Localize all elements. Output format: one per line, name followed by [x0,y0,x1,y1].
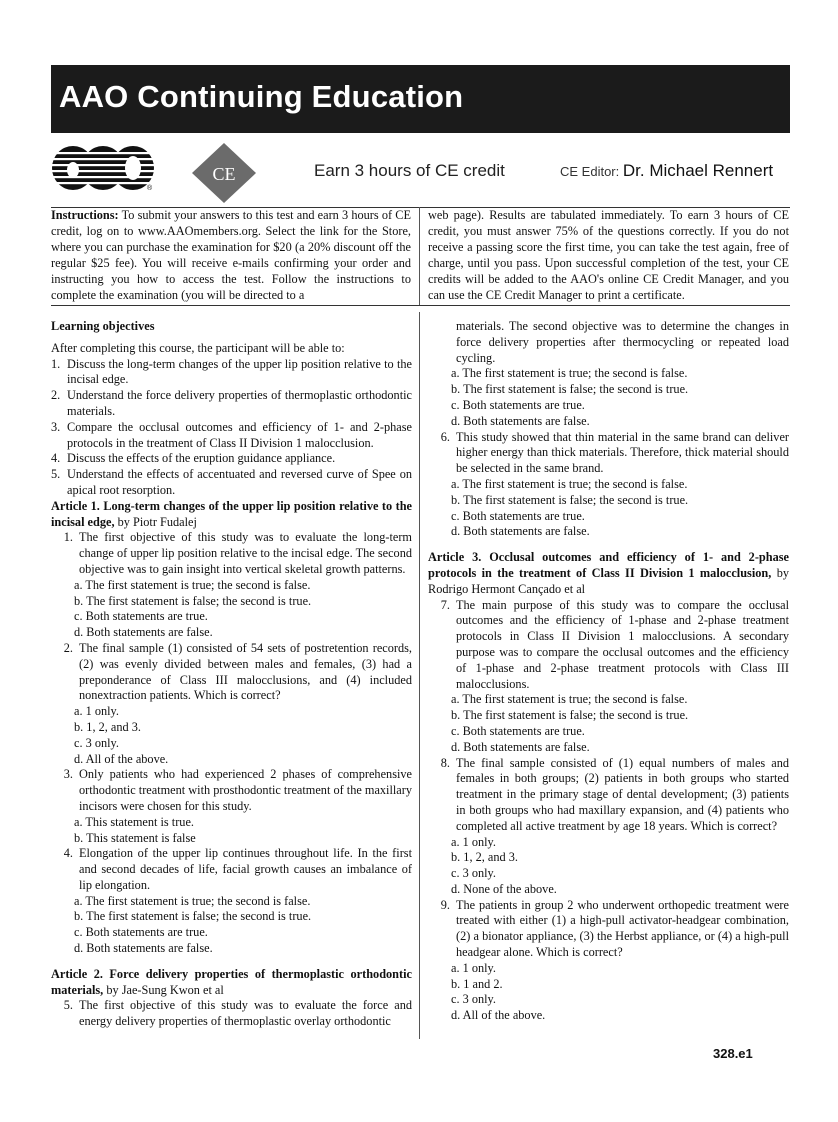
spacer [428,540,789,550]
article-1-title: Article 1. Long-term changes of the upper lip position relative to the incisal edge, [51,498,412,529]
answer-option[interactable]: d. All of the above. [451,1008,546,1023]
column-divider-body [419,312,420,1039]
question-9 [428,898,789,961]
question-text: The patients in group 2 who underwent orthopedic treatment were treated with either (1) a high-pull activator-headgear combination, (2) a bionator appliance, (3) the Herbst appliance, or (4) a high-pull headgear alone. Which is correct? [456,897,789,960]
answer-option[interactable]: c. Both statements are true. [74,609,208,624]
answer-option[interactable]: b. This statement is false [74,830,196,845]
objective-text: Discuss the long-term changes of the upper lip position relative to the incisal edge. [67,356,412,387]
objective-number: 1. [51,356,61,371]
question-number: 1. [63,530,73,545]
question-4 [51,846,412,893]
article-1-heading [51,499,412,531]
objective-item [51,451,412,467]
question-5 [51,998,412,1030]
instructions-left-text: To submit your answers to this test and earn 3 hours of CE credit, log on to www.AAOmembers.org. Select the link for the Store, where you can purchase the examination for $20 (a 20% discount off the regular $25 fee). You will receive e-mails confirming your order and instructing you how to access the test. Follow the instructions to complete the examination (you will be directed to a [51,208,411,302]
objective-text: Compare the occlusal outcomes and efficiency of 1- and 2-phase protocols in the treatment of Class II Division 1 malocclusion. [67,419,412,450]
answer-option[interactable]: d. All of the above. [74,751,169,766]
answer-option[interactable]: a. 1 only. [74,704,119,719]
answer-option[interactable]: d. Both statements are false. [451,524,590,539]
question-8 [428,756,789,835]
article-2-title: Article 2. Force delivery properties of thermoplastic orthodontic materials, [51,966,412,997]
answer-option[interactable]: a. The first statement is true; the second is false. [74,893,311,908]
question-number: 6. [440,429,450,444]
question-number: 3. [63,767,73,782]
question-text: Only patients who had experienced 2 phases of comprehensive orthodontic treatment with prosthodontic treatment of the maxillary incisors were chosen for this study. [79,767,412,813]
page-title: AAO Continuing Education [59,79,464,114]
objective-number: 5. [51,467,61,482]
article-2-heading [51,967,412,999]
header-banner [51,65,790,133]
answer-option[interactable]: c. Both statements are true. [451,397,585,412]
answer-option[interactable]: b. 1, 2, and 3. [451,850,518,865]
ce-logo-text: CE [212,164,236,184]
article-3-heading [428,550,789,597]
answer-option[interactable]: a. The first statement is true; the second is false. [451,476,688,491]
objective-item [51,388,412,420]
objective-text: Discuss the effects of the eruption guidance appliance. [67,451,336,466]
answer-option[interactable]: a. 1 only. [451,960,496,975]
question-number: 9. [440,897,450,912]
answer-option[interactable]: b. The first statement is false; the second is true. [451,382,689,397]
answer-option[interactable]: b. 1, 2, and 3. [74,719,141,734]
question-5-continued [428,319,789,366]
ce-logo [190,141,258,205]
column-divider-instructions [419,207,420,305]
question-number: 5. [63,998,73,1013]
divider-bottom [51,305,790,306]
objectives-heading: Learning objectives [51,319,155,333]
objective-item [51,420,412,452]
objective-text: Understand the effects of accentuated and reversed curve of Spee on apical root resorption. [67,467,412,497]
editor-name: Dr. Michael Rennert [622,161,774,180]
question-2 [51,641,412,704]
answer-option[interactable]: d. Both statements are false. [74,625,213,640]
objective-text: Understand the force delivery properties of thermoplastic orthodontic materials. [67,388,412,418]
objectives-intro: After completing this course, the participant will be able to: [51,340,345,355]
right-column [428,319,789,1024]
answer-option[interactable]: c. Both statements are true. [451,508,585,523]
answer-option[interactable]: d. Both statements are false. [451,739,590,754]
question-3 [51,767,412,814]
divider-top [51,207,790,208]
left-column [51,319,412,1030]
article-1-author: by Piotr Fudalej [114,514,197,529]
answer-option[interactable]: a. This statement is true. [74,814,194,829]
answer-option[interactable]: b. 1 and 2. [451,976,503,991]
answer-option[interactable]: a. 1 only. [451,834,496,849]
article-2-author: by Jae-Sung Kwon et al [103,982,224,997]
page-number: 328.e1 [713,1046,753,1061]
article-3-author: by Rodrigo Hermont Cançado et al [428,565,789,596]
instructions-left [51,207,411,303]
answer-option[interactable]: a. The first statement is true; the second is false. [74,577,311,592]
answer-option[interactable]: d. Both statements are false. [74,941,213,956]
objective-number: 2. [51,388,61,403]
spacer [51,957,412,967]
question-number: 2. [63,640,73,655]
question-text: The main purpose of this study was to compare the occlusal outcomes and the efficiency of 1-phase and 2-phase treatment protocols in Class II Division 1 malocclusions. A secondary purpose was to compare the occlusal outcomes and the efficiency of 1-phase and 2-phase treatment protocols with Class III malocclusions. [456,597,789,691]
editor-label: CE Editor: [560,164,620,179]
question-number: 8. [440,755,450,770]
registered-mark: ® [147,185,153,192]
answer-option[interactable]: c. Both statements are true. [451,723,585,738]
instructions-label: Instructions: [51,208,119,222]
question-text: Elongation of the upper lip continues throughout life. In the first and second decades of life, facial growth causes an imbalance of lip elongation. [79,846,412,892]
answer-option[interactable]: b. The first statement is false; the second is true. [74,593,312,608]
answer-option[interactable]: c. 3 only. [74,735,119,750]
objective-number: 4. [51,451,61,466]
instructions-right: web page). Results are tabulated immediately. To earn 3 hours of CE credit, you must answer 75% of the questions correctly. If you do not receive a passing score the first time, you can take the test again, free of charge, until you pass. Upon successful completion of the test, your CE credits will be added to the AAO's online CE Credit Manager, and you can use the CE Credit Manager to print a certificate. [428,208,789,302]
question-text: The first objective of this study was to evaluate the long-term change of upper lip position relative to the incisal edge. The second objective was to gain insight into vertical skeletal growth patterns. [79,530,412,576]
answer-option[interactable]: a. The first statement is true; the second is false. [451,692,688,707]
answer-option[interactable]: c. Both statements are true. [74,925,208,940]
answer-option[interactable]: d. None of the above. [451,881,557,896]
answer-option[interactable]: b. The first statement is false; the second is true. [451,492,689,507]
article-3-title: Article 3. Occlusal outcomes and efficiency of 1- and 2-phase protocols in the treatment of Class II Division 1 malocclusion, [428,550,789,580]
ce-credit-heading: Earn 3 hours of CE credit [314,161,505,180]
question-text: This study showed that thin material in the same brand can deliver higher energy than thick materials. Therefore, thick material should be selected in the same brand. [456,429,789,476]
answer-option[interactable]: c. 3 only. [451,866,496,881]
question-6 [428,430,789,477]
answer-option[interactable]: c. 3 only. [451,992,496,1007]
answer-option[interactable]: d. Both statements are false. [451,413,590,428]
question-text: The final sample consisted of (1) equal numbers of males and females in both groups; (2) patients in both groups who started treatment in the primary stage of dental development; (3) patients in both groups who had maxillary expansion, and (4) patients who completed all active treatment by age 18 years. Which is correct? [456,755,789,833]
question-7 [428,598,789,693]
answer-option[interactable]: a. The first statement is true; the second is false. [451,366,688,381]
question-text: The final sample (1) consisted of 54 sets of postretention records, (2) was evenly divided between males and females, (3) had a preponderance of Class III malocclusions, and (4) included nonextraction patients. Which is correct? [79,640,412,703]
objective-number: 3. [51,419,61,434]
question-text: The first objective of this study was to evaluate the force and energy delivery properties of thermoplastic overlay orthodontic [79,998,412,1029]
answer-option[interactable]: b. The first statement is false; the second is true. [74,909,312,924]
answer-option[interactable]: b. The first statement is false; the second is true. [451,708,689,723]
question-number: 7. [440,597,450,612]
question-number-blank [428,319,456,366]
objective-item [51,467,412,499]
ce-editor [560,161,773,181]
question-text: materials. The second objective was to determine the changes in force delivery properties after thermocycling or repeated load cycling. [456,319,789,365]
aao-logo-icon [51,143,155,193]
question-1 [51,530,412,577]
question-number: 4. [63,846,73,861]
objective-item [51,357,412,389]
